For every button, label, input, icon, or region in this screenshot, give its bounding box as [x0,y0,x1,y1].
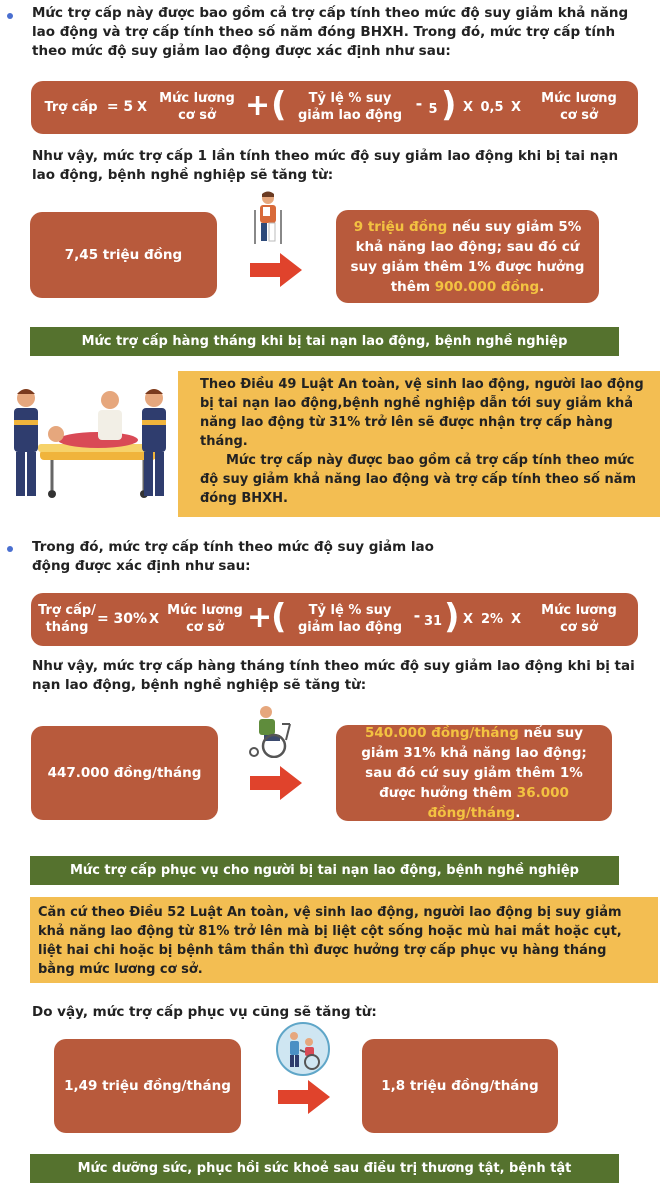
note-article-52 [30,897,658,983]
formula-multiplier: 2% [480,612,504,627]
new-amount-text: nếu suy giảm 5% khả năng lao động; sau đó cứ suy giảm thêm 1% được hưởng thêm [350,218,585,295]
formula-base-salary: Mức lương cơ sở [167,603,243,635]
formula-ratio: Tỷ lệ % suy giảm lao động [297,603,403,635]
formula-plus: + [247,600,273,635]
formula-rparen: ) [444,597,460,637]
formula-times: X [462,100,474,115]
old-care-amount: 1,49 triệu đồng/tháng [64,1078,231,1094]
formula-base-salary: Mức lương cơ sở [541,91,617,123]
formula-lparen: ( [271,85,287,125]
new-care-amount: 1,8 triệu đồng/tháng [381,1078,539,1094]
note-article-49 [178,371,660,517]
note-article-49-p1: Theo Điều 49 Luật An toàn, vệ sinh lao động, người lao động bị tai nạn lao động,bệnh nghề nghiệp dẫn tới suy giảm khả năng lao động từ 31% trở lên sẽ được nhận trợ cấp hàng tháng. [200,377,644,449]
formula-constant: 31 [423,614,443,629]
formula-ratio: Tỷ lệ % suy giảm lao động [297,91,403,123]
new-monthly-tail: . [515,805,521,821]
old-amount-box [30,212,217,298]
note-article-52-text: Căn cứ theo Điều 52 Luật An toàn, vệ sinh lao động, người lao động bị suy giảm khả năng lao động từ 81% trở lên mà bị liệt cột sống hoặc mù hai mắt hoặc cụt, liệt hai chi hoặc bị bệnh tâm thần thì được hưởng trợ cấp phục vụ hàng tháng bằng mức lương cơ sở. [38,905,622,977]
section1-summary: Như vậy, mức trợ cấp 1 lần tính theo mức độ suy giảm lao động khi bị tai nạn lao động, bệnh nghề nghiệp sẽ tăng từ: [32,148,619,183]
formula-times: X [136,100,148,115]
formula-minus: - [413,606,421,625]
section3-summary: Do vậy, mức trợ cấp phục vụ cũng sẽ tăng từ: [32,1004,377,1020]
banner-recovery-allowance: Mức dưỡng sức, phục hồi sức khoẻ sau điều trị thương tật, bệnh tật [30,1154,619,1183]
medical-team-illustration [4,378,174,506]
formula-times: X [510,100,522,115]
section2-summary: Như vậy, mức trợ cấp hàng tháng tính theo mức độ suy giảm lao động khi bị tai nạn lao động, bệnh nghề nghiệp sẽ tăng từ: [32,658,635,693]
arrow-right-icon [250,766,302,800]
arrow-right-icon [250,253,302,287]
formula-minus: - [415,94,423,113]
formula-multiplier: 0,5 [480,100,504,115]
formula-lhs: Trợ cấp/ tháng [38,603,96,635]
formula-times: X [510,612,522,627]
old-monthly-box [31,726,218,820]
increment-highlight: 900.000 đồng [434,278,540,295]
new-amount-highlight: 9 triệu đồng [353,218,448,235]
formula-plus: + [245,88,271,123]
banner-monthly-allowance: Mức trợ cấp hàng tháng khi bị tai nạn lao động, bệnh nghề nghiệp [30,327,619,356]
formula-eq: = 5 [106,99,134,115]
formula-base-salary: Mức lương cơ sở [541,603,617,635]
monthly-increment-highlight: 36.000 đồng/tháng [427,785,569,821]
arrow-right-icon [278,1080,330,1114]
formula-rparen: ) [441,85,457,125]
formula-lump-sum [31,81,638,134]
new-care-box [362,1039,558,1133]
formula-lparen: ( [271,597,287,637]
new-monthly-highlight: 540.000 đồng/tháng [364,725,519,741]
formula-times: X [462,612,474,627]
formula-eq: = 30% [96,611,148,627]
banner-care-allowance: Mức trợ cấp phục vụ cho người bị tai nạn lao động, bệnh nghề nghiệp [30,856,619,885]
formula-constant: 5 [428,102,438,117]
new-amount-tail: . [539,278,545,295]
bullet-dot [7,546,13,552]
new-monthly-box [336,725,612,821]
formula-base-salary: Mức lương cơ sở [159,91,235,123]
new-monthly-text: nếu suy giảm 31% khả năng lao động; sau đó cứ suy giảm thêm 1% được hưởng thêm [361,725,587,801]
old-care-box [54,1039,241,1133]
formula-monthly [31,593,638,646]
wheelchair-illustration [244,704,298,758]
formula-lhs: Trợ cấp [44,100,98,115]
old-monthly-amount: 447.000 đồng/tháng [47,765,202,781]
new-amount-box [336,210,599,303]
worker-injured-illustration [244,190,292,246]
section2-intro: Trong đó, mức trợ cấp tính theo mức độ suy giảm lao động được xác định như sau: [32,539,434,574]
formula-times: X [148,612,160,627]
caregiver-illustration [276,1022,330,1076]
section1-intro: Mức trợ cấp này được bao gồm cả trợ cấp tính theo mức độ suy giảm khả năng lao động và trợ cấp tính theo số năm đóng BHXH. Trong đó, mức trợ cấp tính theo mức độ suy giảm lao động được xác định như sau: [32,5,629,59]
bullet-dot [7,13,13,19]
note-article-49-p2: Mức trợ cấp này được bao gồm cả trợ cấp tính theo mức độ suy giảm khả năng lao động và trợ cấp tính theo số năm đóng BHXH. [200,453,637,506]
old-amount: 7,45 triệu đồng [64,247,183,263]
